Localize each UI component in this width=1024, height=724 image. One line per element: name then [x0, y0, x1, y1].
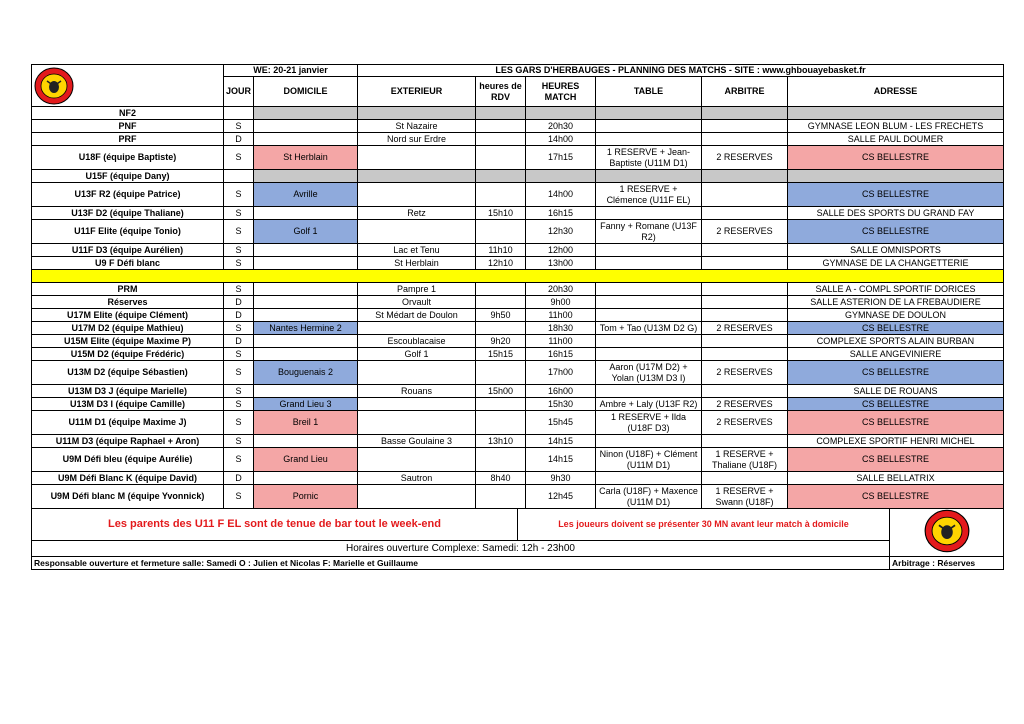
- domicile-cell: [254, 207, 358, 220]
- match-cell: 20h30: [526, 120, 596, 133]
- adresse-cell: SALLE PAUL DOUMER: [788, 133, 1004, 146]
- jour-cell: S: [224, 146, 254, 170]
- match-cell: 11h00: [526, 309, 596, 322]
- hours-row: [32, 541, 1004, 557]
- exterieur-cell: [358, 220, 476, 244]
- exterieur-cell: St Médart de Doulon: [358, 309, 476, 322]
- schedule-row: [32, 398, 1004, 411]
- team-cell: Réserves: [32, 296, 224, 309]
- team-cell: U15F (équipe Dany): [32, 170, 224, 183]
- parents-note: Les parents des U11 F EL sont de tenue de bar tout le week-end: [32, 509, 518, 541]
- jour-cell: S: [224, 435, 254, 448]
- exterieur-cell: [358, 170, 476, 183]
- col-adresse: ADRESSE: [788, 77, 1004, 107]
- match-cell: 9h30: [526, 472, 596, 485]
- exterieur-cell: [358, 183, 476, 207]
- exterieur-cell: Escoublacaise: [358, 335, 476, 348]
- table-cell: [596, 348, 702, 361]
- jour-cell: S: [224, 398, 254, 411]
- match-cell: 14h00: [526, 133, 596, 146]
- schedule-row: [32, 133, 1004, 146]
- arbitre-cell: [702, 257, 788, 270]
- col-arbitre: ARBITRE: [702, 77, 788, 107]
- domicile-cell: [254, 309, 358, 322]
- schedule-row: [32, 107, 1004, 120]
- exterieur-cell: [358, 322, 476, 335]
- rdv-cell: 8h40: [476, 472, 526, 485]
- table-cell: [596, 283, 702, 296]
- exterieur-cell: Orvault: [358, 296, 476, 309]
- col-exterieur: EXTERIEUR: [358, 77, 476, 107]
- adresse-cell: SALLE A - COMPL SPORTIF DORICES: [788, 283, 1004, 296]
- team-cell: U18F (équipe Baptiste): [32, 146, 224, 170]
- adresse-cell: CS BELLESTRE: [788, 398, 1004, 411]
- rdv-cell: [476, 220, 526, 244]
- arbitre-cell: 2 RESERVES: [702, 146, 788, 170]
- rdv-cell: [476, 107, 526, 120]
- domicile-cell: [254, 472, 358, 485]
- adresse-cell: SALLE OMNISPORTS: [788, 244, 1004, 257]
- match-cell: 20h30: [526, 283, 596, 296]
- match-cell: 9h00: [526, 296, 596, 309]
- domicile-cell: [254, 170, 358, 183]
- separator-row: [32, 270, 1004, 283]
- domicile-cell: Grand Lieu: [254, 448, 358, 472]
- schedule-row: [32, 348, 1004, 361]
- team-cell: PRM: [32, 283, 224, 296]
- jour-cell: [224, 170, 254, 183]
- logo-cell: [32, 65, 224, 107]
- match-cell: 16h15: [526, 348, 596, 361]
- table-cell: [596, 207, 702, 220]
- exterieur-cell: [358, 398, 476, 411]
- rdv-cell: 9h20: [476, 335, 526, 348]
- domicile-cell: [254, 244, 358, 257]
- schedule-row: [32, 120, 1004, 133]
- match-cell: 14h15: [526, 448, 596, 472]
- match-cell: 12h45: [526, 485, 596, 509]
- table-cell: [596, 170, 702, 183]
- team-cell: U13M D2 (équipe Sébastien): [32, 361, 224, 385]
- match-cell: 14h00: [526, 183, 596, 207]
- jour-cell: S: [224, 120, 254, 133]
- arbitre-cell: 1 RESERVE + Thaliane (U18F): [702, 448, 788, 472]
- rdv-cell: [476, 133, 526, 146]
- arbitre-cell: 2 RESERVES: [702, 398, 788, 411]
- domicile-cell: Pornic: [254, 485, 358, 509]
- adresse-cell: GYMNASE DE DOULON: [788, 309, 1004, 322]
- adresse-cell: CS BELLESTRE: [788, 183, 1004, 207]
- arbitre-cell: 1 RESERVE + Swann (U18F): [702, 485, 788, 509]
- arbitrage-text: Arbitrage : Réserves: [890, 557, 1004, 570]
- team-cell: U9 F Défi blanc: [32, 257, 224, 270]
- arbitre-cell: [702, 435, 788, 448]
- schedule-row: [32, 283, 1004, 296]
- schedule-row: [32, 207, 1004, 220]
- exterieur-cell: Basse Goulaine 3: [358, 435, 476, 448]
- domicile-cell: [254, 348, 358, 361]
- table-cell: Ambre + Laly (U13F R2): [596, 398, 702, 411]
- arbitre-cell: [702, 207, 788, 220]
- rdv-cell: [476, 361, 526, 385]
- footer-logo-cell: [890, 509, 1004, 557]
- rdv-cell: [476, 448, 526, 472]
- jour-cell: S: [224, 385, 254, 398]
- adresse-cell: CS BELLESTRE: [788, 448, 1004, 472]
- match-cell: 17h00: [526, 361, 596, 385]
- exterieur-cell: St Nazaire: [358, 120, 476, 133]
- match-cell: 16h00: [526, 385, 596, 398]
- domicile-cell: Golf 1: [254, 220, 358, 244]
- team-cell: U9M Défi Blanc K (équipe David): [32, 472, 224, 485]
- team-cell: U13F D2 (équipe Thaliane): [32, 207, 224, 220]
- schedule-row: [32, 170, 1004, 183]
- adresse-cell: SALLE BELLATRIX: [788, 472, 1004, 485]
- col-rdv: heures de RDV: [476, 77, 526, 107]
- rdv-cell: [476, 183, 526, 207]
- jour-cell: S: [224, 348, 254, 361]
- exterieur-cell: Pampre 1: [358, 283, 476, 296]
- table-cell: Ninon (U18F) + Clément (U11M D1): [596, 448, 702, 472]
- schedule-row: [32, 146, 1004, 170]
- jour-cell: S: [224, 361, 254, 385]
- table-cell: [596, 296, 702, 309]
- rdv-cell: [476, 146, 526, 170]
- domicile-cell: [254, 296, 358, 309]
- col-table: TABLE: [596, 77, 702, 107]
- exterieur-cell: [358, 146, 476, 170]
- schedule-row: [32, 448, 1004, 472]
- arbitre-cell: [702, 120, 788, 133]
- table-cell: 1 RESERVE + Ilda (U18F D3): [596, 411, 702, 435]
- schedule-row: [32, 411, 1004, 435]
- match-cell: 13h00: [526, 257, 596, 270]
- adresse-cell: CS BELLESTRE: [788, 361, 1004, 385]
- rdv-cell: 15h00: [476, 385, 526, 398]
- arbitre-cell: [702, 348, 788, 361]
- team-cell: PNF: [32, 120, 224, 133]
- rdv-cell: [476, 485, 526, 509]
- schedule-row: [32, 435, 1004, 448]
- exterieur-cell: [358, 411, 476, 435]
- team-cell: U15M Elite (équipe Maxime P): [32, 335, 224, 348]
- domicile-cell: [254, 133, 358, 146]
- arbitre-cell: [702, 296, 788, 309]
- jour-cell: S: [224, 257, 254, 270]
- team-cell: U17M D2 (équipe Mathieu): [32, 322, 224, 335]
- exterieur-cell: [358, 485, 476, 509]
- match-cell: 17h15: [526, 146, 596, 170]
- arbitre-cell: 2 RESERVES: [702, 361, 788, 385]
- schedule-row: [32, 385, 1004, 398]
- match-cell: 15h45: [526, 411, 596, 435]
- team-cell: U17M Elite (équipe Clément): [32, 309, 224, 322]
- schedule-row: [32, 244, 1004, 257]
- team-cell: U13M D3 J (équipe Marielle): [32, 385, 224, 398]
- exterieur-cell: [358, 361, 476, 385]
- rdv-cell: 13h10: [476, 435, 526, 448]
- arbitre-cell: [702, 283, 788, 296]
- table-cell: [596, 133, 702, 146]
- adresse-cell: SALLE DE ROUANS: [788, 385, 1004, 398]
- table-cell: [596, 435, 702, 448]
- match-cell: [526, 170, 596, 183]
- arbitre-cell: 2 RESERVES: [702, 322, 788, 335]
- rdv-cell: [476, 398, 526, 411]
- team-cell: U13M D3 I (équipe Camille): [32, 398, 224, 411]
- domicile-cell: Breil 1: [254, 411, 358, 435]
- rdv-cell: 11h10: [476, 244, 526, 257]
- schedule-row: [32, 183, 1004, 207]
- rdv-cell: 9h50: [476, 309, 526, 322]
- domicile-cell: [254, 120, 358, 133]
- jour-cell: S: [224, 244, 254, 257]
- notes-row: [32, 509, 1004, 541]
- adresse-cell: CS BELLESTRE: [788, 220, 1004, 244]
- adresse-cell: SALLE ANGEVINIERE: [788, 348, 1004, 361]
- exterieur-cell: Rouans: [358, 385, 476, 398]
- col-match: HEURES MATCH: [526, 77, 596, 107]
- domicile-cell: [254, 435, 358, 448]
- team-cell: NF2: [32, 107, 224, 120]
- club-logo-icon: [924, 509, 970, 553]
- domicile-cell: Nantes Hermine 2: [254, 322, 358, 335]
- domicile-cell: [254, 107, 358, 120]
- planning-table: [31, 64, 1004, 509]
- team-cell: U11F D3 (équipe Aurélien): [32, 244, 224, 257]
- arbitre-cell: [702, 107, 788, 120]
- adresse-cell: COMPLEXE SPORTIF HENRI MICHEL: [788, 435, 1004, 448]
- arbitre-cell: [702, 133, 788, 146]
- table-cell: Fanny + Romane (U13F R2): [596, 220, 702, 244]
- exterieur-cell: Retz: [358, 207, 476, 220]
- rdv-cell: [476, 283, 526, 296]
- rdv-cell: [476, 296, 526, 309]
- club-logo-icon: [34, 67, 74, 105]
- adresse-cell: CS BELLESTRE: [788, 146, 1004, 170]
- arbitre-cell: [702, 385, 788, 398]
- team-cell: U9M Défi bleu (équipe Aurélie): [32, 448, 224, 472]
- col-jour: JOUR: [224, 77, 254, 107]
- responsable-text: Responsable ouverture et fermeture salle: Samedi O : Julien et Nicolas F: Marielle et Guillaume: [32, 557, 890, 570]
- exterieur-cell: [358, 448, 476, 472]
- planning-sheet: [31, 64, 1003, 570]
- jour-cell: S: [224, 220, 254, 244]
- rdv-cell: [476, 170, 526, 183]
- match-cell: 12h00: [526, 244, 596, 257]
- responsable-row: [32, 557, 1004, 570]
- team-cell: U11M D3 (équipe Raphael + Aron): [32, 435, 224, 448]
- team-cell: U11M D1 (équipe Maxime J): [32, 411, 224, 435]
- schedule-row: [32, 472, 1004, 485]
- table-cell: [596, 120, 702, 133]
- arbitre-cell: [702, 244, 788, 257]
- match-cell: [526, 107, 596, 120]
- team-cell: U9M Défi blanc M (équipe Yvonnick): [32, 485, 224, 509]
- schedule-row: [32, 257, 1004, 270]
- jour-cell: S: [224, 283, 254, 296]
- rdv-cell: 12h10: [476, 257, 526, 270]
- jour-cell: D: [224, 309, 254, 322]
- jour-cell: S: [224, 183, 254, 207]
- exterieur-cell: St Herblain: [358, 257, 476, 270]
- schedule-row: [32, 270, 1004, 283]
- jour-cell: S: [224, 322, 254, 335]
- jour-cell: D: [224, 335, 254, 348]
- match-cell: 12h30: [526, 220, 596, 244]
- adresse-cell: [788, 170, 1004, 183]
- schedule-row: [32, 361, 1004, 385]
- domicile-cell: Bouguenais 2: [254, 361, 358, 385]
- match-cell: 16h15: [526, 207, 596, 220]
- header-row-1: [32, 65, 1004, 77]
- jour-cell: D: [224, 472, 254, 485]
- match-cell: 14h15: [526, 435, 596, 448]
- schedule-row: [32, 485, 1004, 509]
- jour-cell: D: [224, 296, 254, 309]
- adresse-cell: CS BELLESTRE: [788, 485, 1004, 509]
- table-cell: [596, 472, 702, 485]
- match-cell: 11h00: [526, 335, 596, 348]
- arbitre-cell: [702, 309, 788, 322]
- adresse-cell: GYMNASE DE LA CHANGETTERIE: [788, 257, 1004, 270]
- table-cell: Carla (U18F) + Maxence (U11M D1): [596, 485, 702, 509]
- domicile-cell: Avrille: [254, 183, 358, 207]
- table-cell: [596, 107, 702, 120]
- players-note: Les joueurs doivent se présenter 30 MN avant leur match à domicile: [518, 509, 890, 541]
- arbitre-cell: [702, 335, 788, 348]
- match-cell: 15h30: [526, 398, 596, 411]
- exterieur-cell: Nord sur Erdre: [358, 133, 476, 146]
- exterieur-cell: Sautron: [358, 472, 476, 485]
- jour-cell: S: [224, 207, 254, 220]
- table-cell: 1 RESERVE + Jean-Baptiste (U11M D1): [596, 146, 702, 170]
- adresse-cell: SALLE DES SPORTS DU GRAND FAY: [788, 207, 1004, 220]
- arbitre-cell: [702, 472, 788, 485]
- team-cell: PRF: [32, 133, 224, 146]
- domicile-cell: [254, 335, 358, 348]
- team-cell: U11F Elite (équipe Tonio): [32, 220, 224, 244]
- jour-cell: S: [224, 411, 254, 435]
- adresse-cell: SALLE ASTERION DE LA FREBAUDIERE: [788, 296, 1004, 309]
- hours-text: Horaires ouverture Complexe: Samedi: 12h - 23h00: [32, 541, 890, 557]
- jour-cell: S: [224, 448, 254, 472]
- weekend-label: WE: 20-21 janvier: [224, 65, 358, 77]
- arbitre-cell: [702, 183, 788, 207]
- team-cell: U13F R2 (équipe Patrice): [32, 183, 224, 207]
- rdv-cell: [476, 120, 526, 133]
- jour-cell: [224, 107, 254, 120]
- domicile-cell: [254, 385, 358, 398]
- domicile-cell: Grand Lieu 3: [254, 398, 358, 411]
- match-cell: 18h30: [526, 322, 596, 335]
- jour-cell: D: [224, 133, 254, 146]
- domicile-cell: [254, 283, 358, 296]
- rdv-cell: [476, 411, 526, 435]
- footer-table: [31, 508, 1004, 570]
- arbitre-cell: 2 RESERVES: [702, 220, 788, 244]
- arbitre-cell: 2 RESERVES: [702, 411, 788, 435]
- rdv-cell: 15h10: [476, 207, 526, 220]
- table-cell: [596, 335, 702, 348]
- adresse-cell: CS BELLESTRE: [788, 411, 1004, 435]
- table-cell: Aaron (U17M D2) + Yolan (U13M D3 I): [596, 361, 702, 385]
- rdv-cell: 15h15: [476, 348, 526, 361]
- sheet-title: LES GARS D'HERBAUGES - PLANNING DES MATCHS - SITE : www.ghbouayebasket.fr: [358, 65, 1004, 77]
- team-cell: U15M D2 (équipe Frédéric): [32, 348, 224, 361]
- exterieur-cell: Lac et Tenu: [358, 244, 476, 257]
- col-domicile: DOMICILE: [254, 77, 358, 107]
- schedule-row: [32, 220, 1004, 244]
- table-cell: [596, 309, 702, 322]
- jour-cell: S: [224, 485, 254, 509]
- table-cell: Tom + Tao (U13M D2 G): [596, 322, 702, 335]
- adresse-cell: [788, 107, 1004, 120]
- rdv-cell: [476, 322, 526, 335]
- domicile-cell: St Herblain: [254, 146, 358, 170]
- adresse-cell: COMPLEXE SPORTS ALAIN BURBAN: [788, 335, 1004, 348]
- table-cell: [596, 257, 702, 270]
- adresse-cell: GYMNASE LEON BLUM - LES FRECHETS: [788, 120, 1004, 133]
- schedule-row: [32, 322, 1004, 335]
- arbitre-cell: [702, 170, 788, 183]
- schedule-row: [32, 296, 1004, 309]
- domicile-cell: [254, 257, 358, 270]
- exterieur-cell: Golf 1: [358, 348, 476, 361]
- table-cell: 1 RESERVE + Clémence (U11F EL): [596, 183, 702, 207]
- schedule-row: [32, 335, 1004, 348]
- adresse-cell: CS BELLESTRE: [788, 322, 1004, 335]
- table-cell: [596, 244, 702, 257]
- table-cell: [596, 385, 702, 398]
- exterieur-cell: [358, 107, 476, 120]
- schedule-row: [32, 309, 1004, 322]
